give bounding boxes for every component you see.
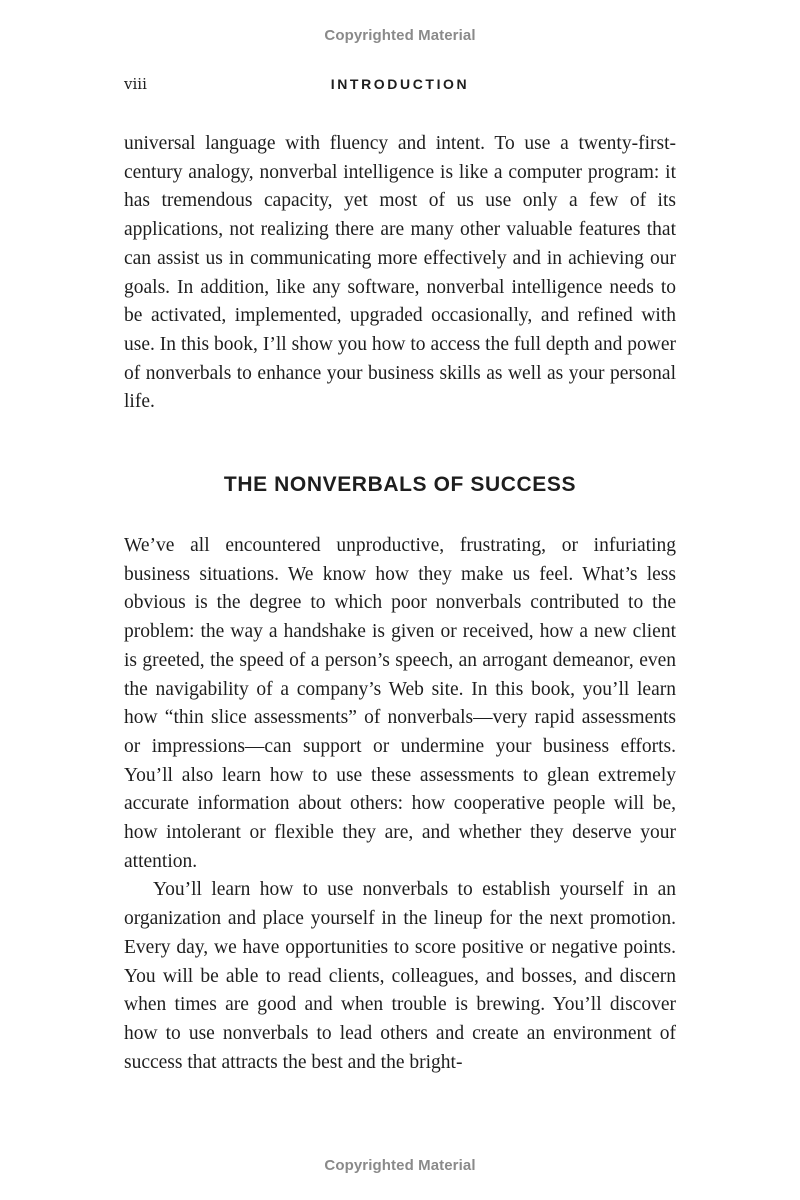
paragraph-section-2: You’ll learn how to use nonverbals to establish yourself in an organization and place yourself in the lineup for the next promotion. Every day, we have opportunities to score positive or negative points. You will be able to read clients, colleagues, and bosses, and discern when times are good and when trouble is brewing. You’ll discover how to use nonverbals to lead others and create an environment of success that attracts the best and the bright- [124,879,676,1073]
copyright-watermark-bottom: Copyrighted Material [324,1157,476,1174]
paragraph-section-1: We’ve all encountered unproductive, frustrating, or infuriating business situations. We know how they make us feel. What’s less obvious is the degree to which poor nonverbals contributed to the problem: the way a handshake is given or received, how a new client is greeted, the speed of a person’s speech, an arrogant demeanor, even the navigability of a company’s Web site. In this book, you’ll learn how “thin slice assessments” of nonverbals—very rapid assessments or impressions—can support or undermine your business efforts. You’ll also learn how to use these assessments to glean extremely accurate information about others: how cooperative people will be, how intolerant or flexible they are, and whether they deserve your attention. [124,535,676,872]
running-head [124,75,676,95]
copyright-watermark-top: Copyrighted Material [324,27,476,44]
body-text-section [124,532,676,1077]
body-text-top [124,130,676,417]
paragraph-intro-continuation: universal language with fluency and intent. To use a twenty-first-century analogy, nonverbal intelligence is like a computer program: it has tremendous capacity, yet most of us use only a few of its applications, not realizing there are many other valuable features that can assist us in communicating more effectively and in achieving our goals. In addition, like any software, nonverbal intelligence needs to be activated, implemented, upgraded occasionally, and refined with use. In this book, I’ll show you how to access the full depth and power of nonverbals to enhance your business skills as well as your personal life. [124,133,676,413]
page-number: viii [124,75,147,93]
running-title: INTRODUCTION [330,76,470,92]
section-heading: THE NONVERBALS OF SUCCESS [223,473,577,496]
